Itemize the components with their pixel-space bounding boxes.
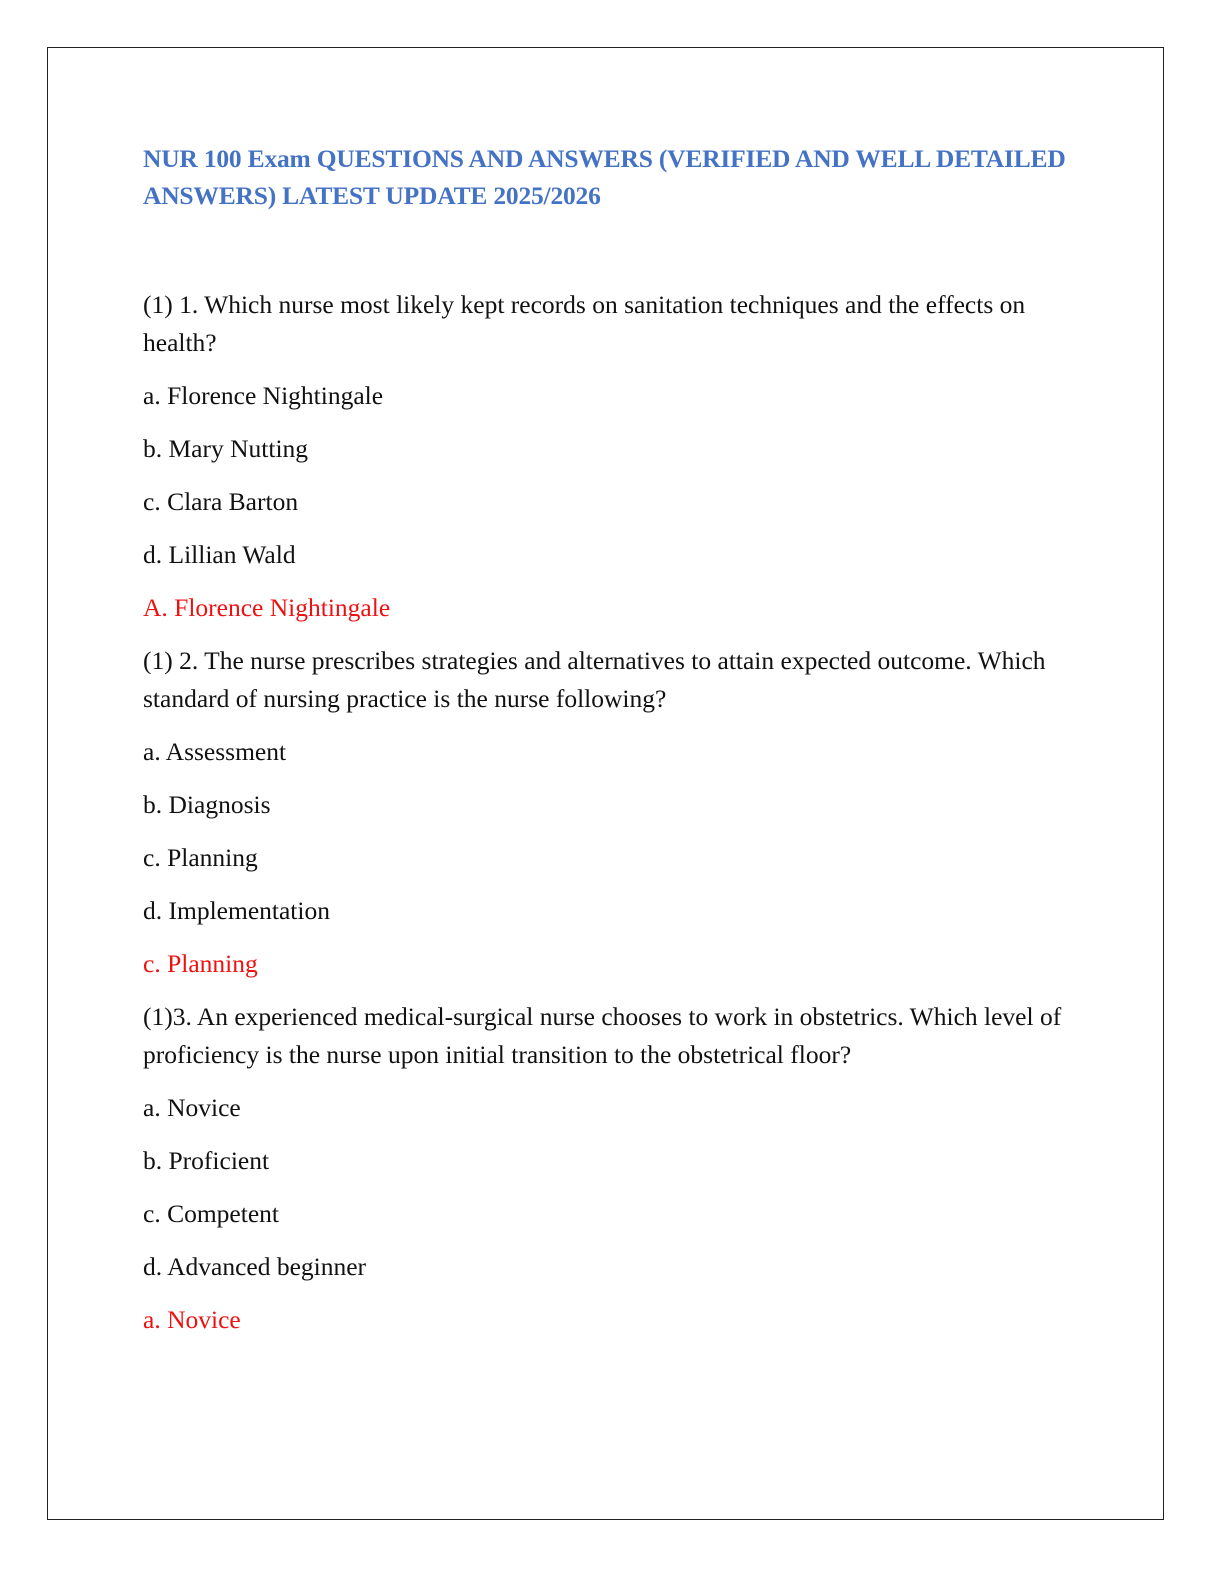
option-b: b. Proficient <box>143 1146 270 1175</box>
option-d: d. Implementation <box>143 896 330 925</box>
correct-answer: A. Florence Nightingale <box>143 593 391 622</box>
option-c: c. Competent <box>143 1199 279 1228</box>
option-d: d. Advanced beginner <box>143 1252 367 1281</box>
option-b: b. Diagnosis <box>143 790 271 819</box>
question-text: (1)3. An experienced medical-surgical nurse chooses to work in obstetrics. Which level of proficiency is the nurse upon initial transition to the obstetrical floor? <box>143 1002 1062 1069</box>
option-b: b. Mary Nutting <box>143 434 309 463</box>
question-list <box>143 286 1083 1339</box>
option-d: d. Lillian Wald <box>143 540 296 569</box>
option-c: c. Planning <box>143 843 258 872</box>
option-a: a. Florence Nightingale <box>143 381 384 410</box>
option-a: a. Assessment <box>143 737 287 766</box>
question-text: (1) 1. Which nurse most likely kept records on sanitation techniques and the effects on health? <box>143 290 1026 357</box>
option-a: a. Novice <box>143 1093 241 1122</box>
question-block-2 <box>143 642 1083 983</box>
document-content <box>143 140 1083 1354</box>
correct-answer: c. Planning <box>143 949 258 978</box>
question-text: (1) 2. The nurse prescribes strategies and alternatives to attain expected outcome. Which standard of nursing practice is the nurse following? <box>143 646 1046 713</box>
option-c: c. Clara Barton <box>143 487 299 516</box>
question-block-3 <box>143 998 1083 1339</box>
document-title: NUR 100 Exam QUESTIONS AND ANSWERS (VERIFIED AND WELL DETAILED ANSWERS) LATEST UPDATE 2025/2026 <box>143 144 1066 210</box>
question-block-1 <box>143 286 1083 627</box>
correct-answer: a. Novice <box>143 1305 241 1334</box>
